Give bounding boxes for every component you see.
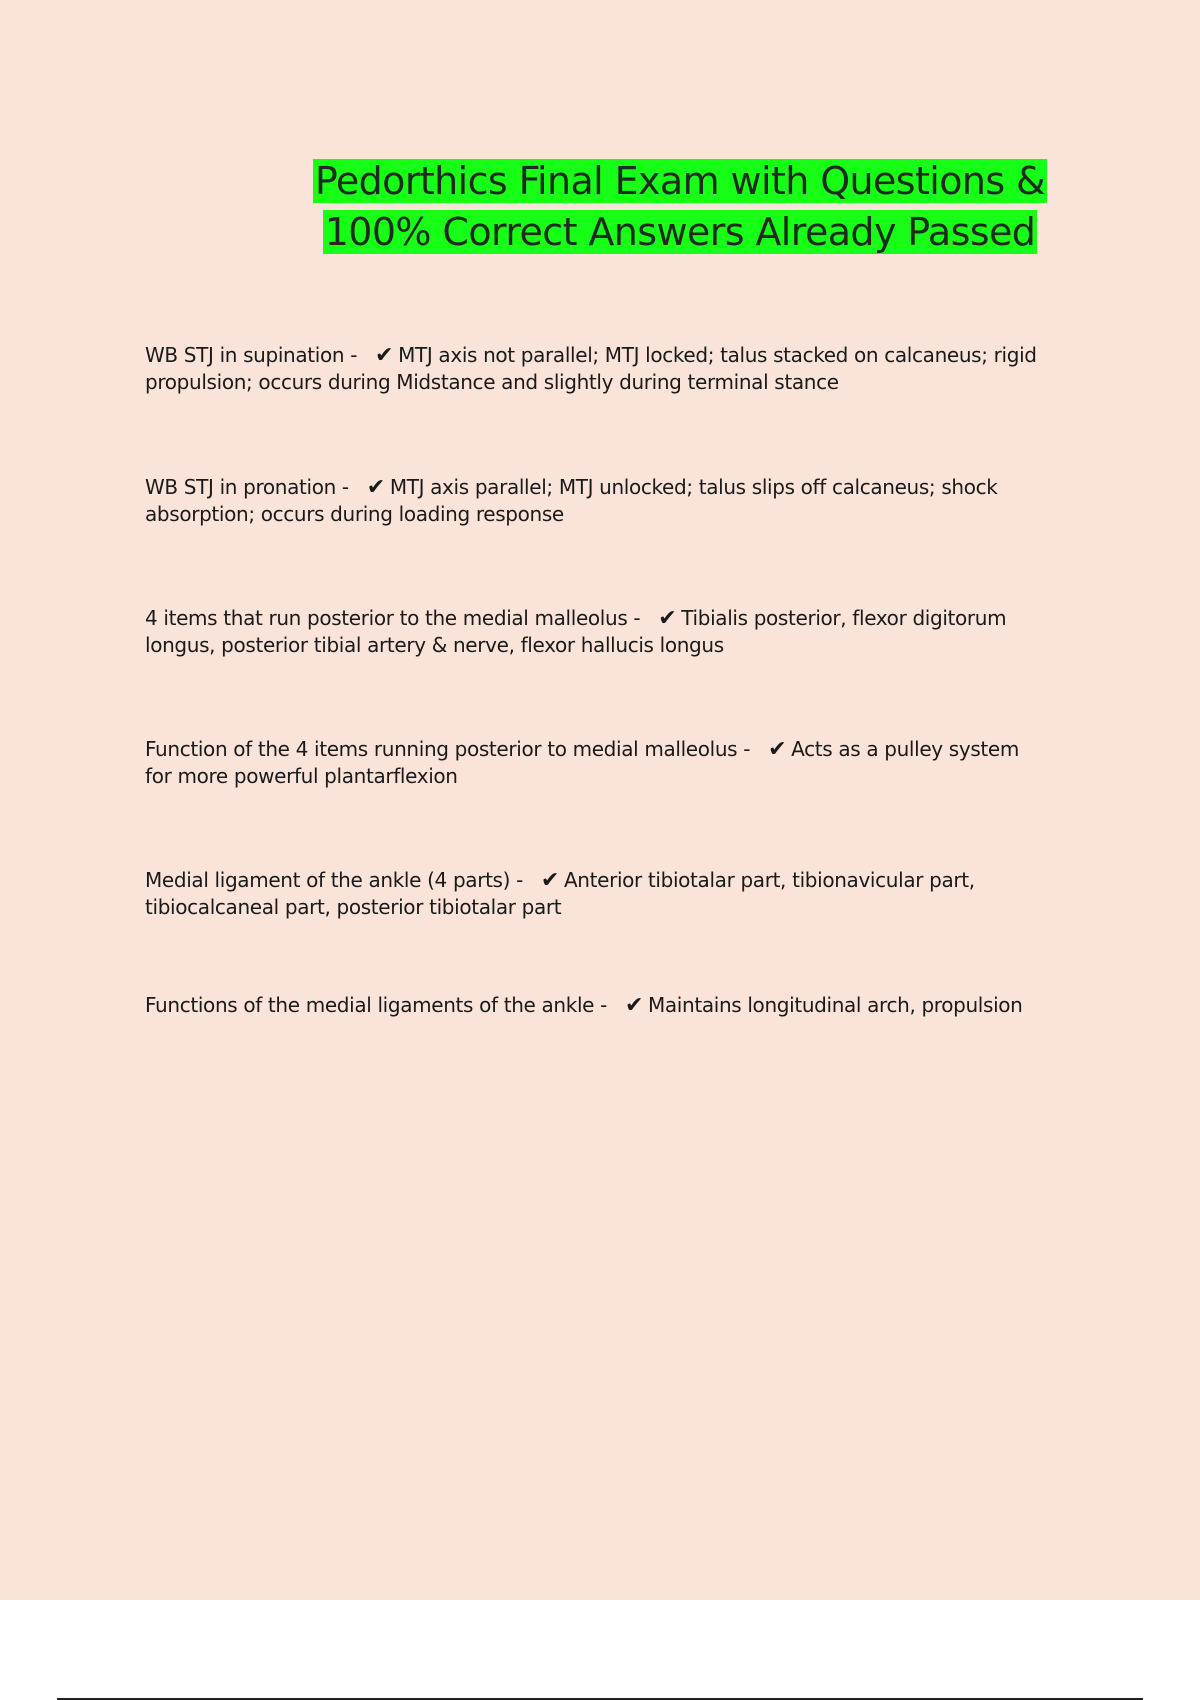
check-mark-icon: ✔ xyxy=(624,993,644,1018)
question-text: 4 items that run posterior to the medial malleolus - xyxy=(145,606,647,630)
question-text: Medial ligament of the ankle (4 parts) - xyxy=(145,868,529,892)
question-text: Functions of the medial ligaments of the ankle - xyxy=(145,993,613,1017)
check-mark-icon: ✔ xyxy=(375,343,394,368)
title-line-2: 100% Correct Answers Already Passed xyxy=(324,210,1036,254)
answer-text: Anterior tibiotalar part, tibionavicular part, tibiocalcaneal part, posterior tibiotalar part xyxy=(145,868,975,919)
title-line-1: Pedorthics Final Exam with Questions & xyxy=(314,159,1046,203)
qa-item-2 xyxy=(145,474,1045,528)
answer-text: Maintains longitudinal arch, propulsion xyxy=(648,993,1023,1017)
question-text: WB STJ in pronation - xyxy=(145,475,355,499)
answer-text: MTJ axis not parallel; MTJ locked; talus stacked on calcaneus; rigid propulsion; occurs during Midstance and slightly during terminal stance xyxy=(145,343,1037,394)
question-text: WB STJ in supination - xyxy=(145,343,364,367)
check-mark-icon: ✔ xyxy=(366,475,385,500)
check-mark-icon: ✔ xyxy=(658,606,677,631)
question-text: Function of the 4 items running posterior to medial malleolus - xyxy=(145,737,757,761)
answer-text: MTJ axis parallel; MTJ unlocked; talus slips off calcaneus; shock absorption; occurs during loading response xyxy=(145,475,998,526)
check-mark-icon: ✔ xyxy=(768,737,787,762)
answer-text: Acts as a pulley system for more powerful plantarflexion xyxy=(145,737,1019,788)
qa-item-5 xyxy=(145,867,1045,921)
answer-text: Tibialis posterior, flexor digitorum longus, posterior tibial artery & nerve, flexor hallucis longus xyxy=(145,606,1007,657)
check-mark-icon: ✔ xyxy=(540,868,560,893)
qa-item-3 xyxy=(145,605,1045,659)
qa-item-6 xyxy=(145,992,1085,1019)
qa-item-4 xyxy=(145,736,1045,790)
qa-item-1 xyxy=(145,342,1045,396)
document-title xyxy=(300,156,1060,258)
